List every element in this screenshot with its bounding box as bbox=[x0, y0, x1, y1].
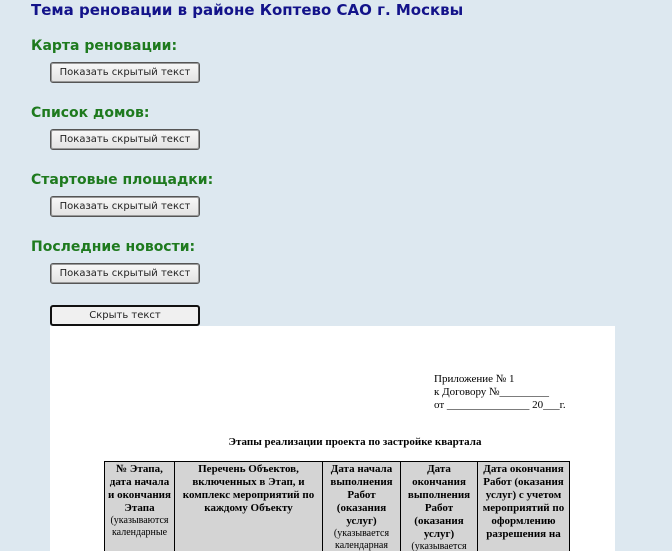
header-text: № Этапа, дата начала и окончания Этапа bbox=[108, 463, 171, 514]
header-note: (указывается календарная bbox=[333, 528, 390, 551]
hide-text-button[interactable]: Скрыть текст bbox=[50, 305, 200, 326]
header-note: (указываются календарные bbox=[110, 515, 169, 538]
header-note: (указывается bbox=[411, 541, 467, 551]
appendix-line: от _______________ 20___г. bbox=[434, 399, 566, 411]
stages-table bbox=[104, 461, 570, 551]
section-heading-starting-sites: Стартовые площадки: bbox=[31, 172, 214, 188]
document-image bbox=[50, 326, 615, 551]
show-hidden-text-button-sites[interactable]: Показать скрытый текст bbox=[50, 196, 200, 217]
header-text: Перечень Объектов, включенных в Этап, и комплекс мероприятий по каждому Объекту bbox=[182, 463, 315, 514]
header-text: Дата окончания выполнения Работ (оказания услуг) bbox=[407, 463, 471, 540]
header-text: Дата окончания Работ (оказания услуг) с учетом мероприятий по оформлению разрешения на bbox=[482, 463, 565, 540]
appendix-block bbox=[434, 373, 566, 412]
appendix-line: Приложение № 1 bbox=[434, 373, 515, 385]
show-hidden-text-button-news[interactable]: Показать скрытый текст bbox=[50, 263, 200, 284]
table-header-cell bbox=[323, 462, 401, 551]
section-heading-latest-news: Последние новости: bbox=[31, 239, 196, 255]
table-header-cell bbox=[478, 462, 570, 551]
header-text: Дата начала выполнения Работ (оказания услуг) bbox=[330, 463, 393, 527]
table-header-cell bbox=[401, 462, 478, 551]
appendix-line: к Договору №_________ bbox=[434, 386, 550, 398]
show-hidden-text-button-map[interactable]: Показать скрытый текст bbox=[50, 62, 200, 83]
section-heading-house-list: Список домов: bbox=[31, 105, 150, 121]
table-header-cell bbox=[175, 462, 323, 551]
show-hidden-text-button-houses[interactable]: Показать скрытый текст bbox=[50, 129, 200, 150]
document-title: Этапы реализации проекта по застройке квартала bbox=[228, 436, 482, 448]
page-title: Тема реновации в районе Коптево САО г. Москвы bbox=[31, 1, 464, 19]
table-header-cell bbox=[105, 462, 175, 551]
section-heading-renovation-map: Карта реновации: bbox=[31, 38, 178, 54]
